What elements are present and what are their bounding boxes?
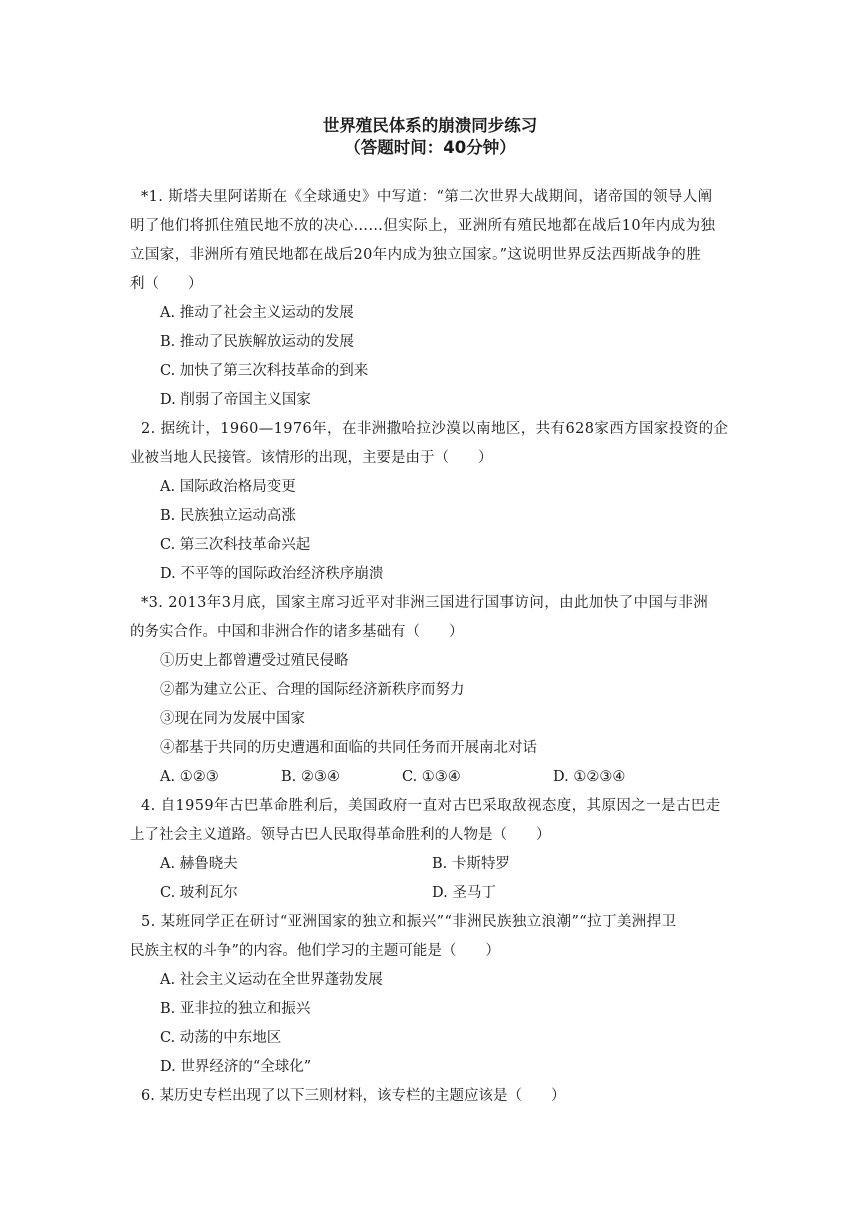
question-4-line-1: 4. 自1959年古巴革命胜利后，美国政府一直对古巴采取敌视态度，其原因之一是古巴走 (141, 798, 721, 814)
question-3-item-3: ③现在同为发展中国家 (160, 711, 305, 727)
question-3-line-1: *3. 2013年3月底，国家主席习近平对非洲三国进行国事访问，由此加快了中国与非洲 (141, 595, 709, 611)
question-5-option-a: A. 社会主义运动在全世界蓬勃发展 (160, 972, 383, 988)
question-3-option-c: C. ①③④ (402, 769, 461, 785)
question-2-option-d: D. 不平等的国际政治经济秩序崩溃 (160, 566, 384, 582)
question-1-option-c: C. 加快了第三次科技革命的到来 (160, 363, 369, 379)
question-1-option-b: B. 推动了民族解放运动的发展 (160, 334, 354, 350)
question-3-item-4: ④都基于共同的历史遭遇和面临的共同任务而开展南北对话 (160, 740, 537, 756)
question-5-option-c: C. 动荡的中东地区 (160, 1030, 282, 1046)
question-1-option-a: A. 推动了社会主义运动的发展 (160, 305, 354, 321)
question-5-line-2: 民族主权的斗争”的内容。他们学习的主题可能是（ ） (130, 943, 500, 959)
question-5-option-d: D. 世界经济的“全球化” (160, 1059, 312, 1075)
question-1-line-2: 明了他们将抓住殖民地不放的决心……但实际上，亚洲所有殖民地都在战后10年内成为独 (130, 218, 716, 234)
question-2-option-c: C. 第三次科技革命兴起 (160, 537, 311, 553)
question-3-line-2: 的务实合作。中国和非洲合作的诸多基础有（ ） (130, 624, 464, 640)
question-2-option-a: A. 国际政治格局变更 (160, 479, 296, 495)
question-6-line-1: 6. 某历史专栏出现了以下三则材料，该专栏的主题应该是（ ） (141, 1088, 566, 1104)
question-3-item-1: ①历史上都曾遭受过殖民侵略 (160, 653, 349, 669)
question-3-option-b: B. ②③④ (281, 769, 340, 785)
question-3-option-d: D. ①②③④ (553, 769, 626, 785)
question-4-option-a: A. 赫鲁晓夫 (160, 856, 238, 872)
question-1-option-d: D. 削弱了帝国主义国家 (160, 392, 311, 408)
question-5-option-b: B. 亚非拉的独立和振兴 (160, 1001, 311, 1017)
question-1-line-4: 利（ ） (130, 276, 203, 292)
question-2-line-1: 2. 据统计，1960—1976年，在非洲撒哈拉沙漠以南地区，共有628家西方国家投资的企 (141, 421, 729, 437)
question-1-line-3: 立国家，非洲所有殖民地都在战后20年内成为独立国家。”这说明世界反法西斯战争的胜 (130, 247, 702, 263)
question-4-line-2: 上了社会主义道路。领导古巴人民取得革命胜利的人物是（ ） (130, 827, 551, 843)
document-title: 世界殖民体系的崩溃同步练习 (322, 116, 538, 135)
question-4-option-c: C. 玻利瓦尔 (160, 885, 238, 901)
question-2-line-2: 业被当地人民接管。该情形的出现，主要是由于（ ） (130, 450, 493, 466)
question-4-option-d: D. 圣马丁 (432, 885, 496, 901)
question-5-line-1: 5. 某班同学正在研讨“亚洲国家的独立和振兴”“非洲民族独立浪潮”“拉丁美洲捍卫 (141, 914, 677, 930)
question-1-line-1: *1. 斯塔夫里阿诺斯在《全球通史》中写道：“第二次世界大战期间，诸帝国的领导人阐 (141, 189, 713, 205)
question-3-option-a: A. ①②③ (160, 769, 219, 785)
document-subtitle: （答题时间：40分钟） (344, 138, 516, 157)
question-3-item-2: ②都为建立公正、合理的国际经济新秩序而努力 (160, 682, 465, 698)
question-4-option-b: B. 卡斯特罗 (432, 856, 510, 872)
question-2-option-b: B. 民族独立运动高涨 (160, 508, 296, 524)
